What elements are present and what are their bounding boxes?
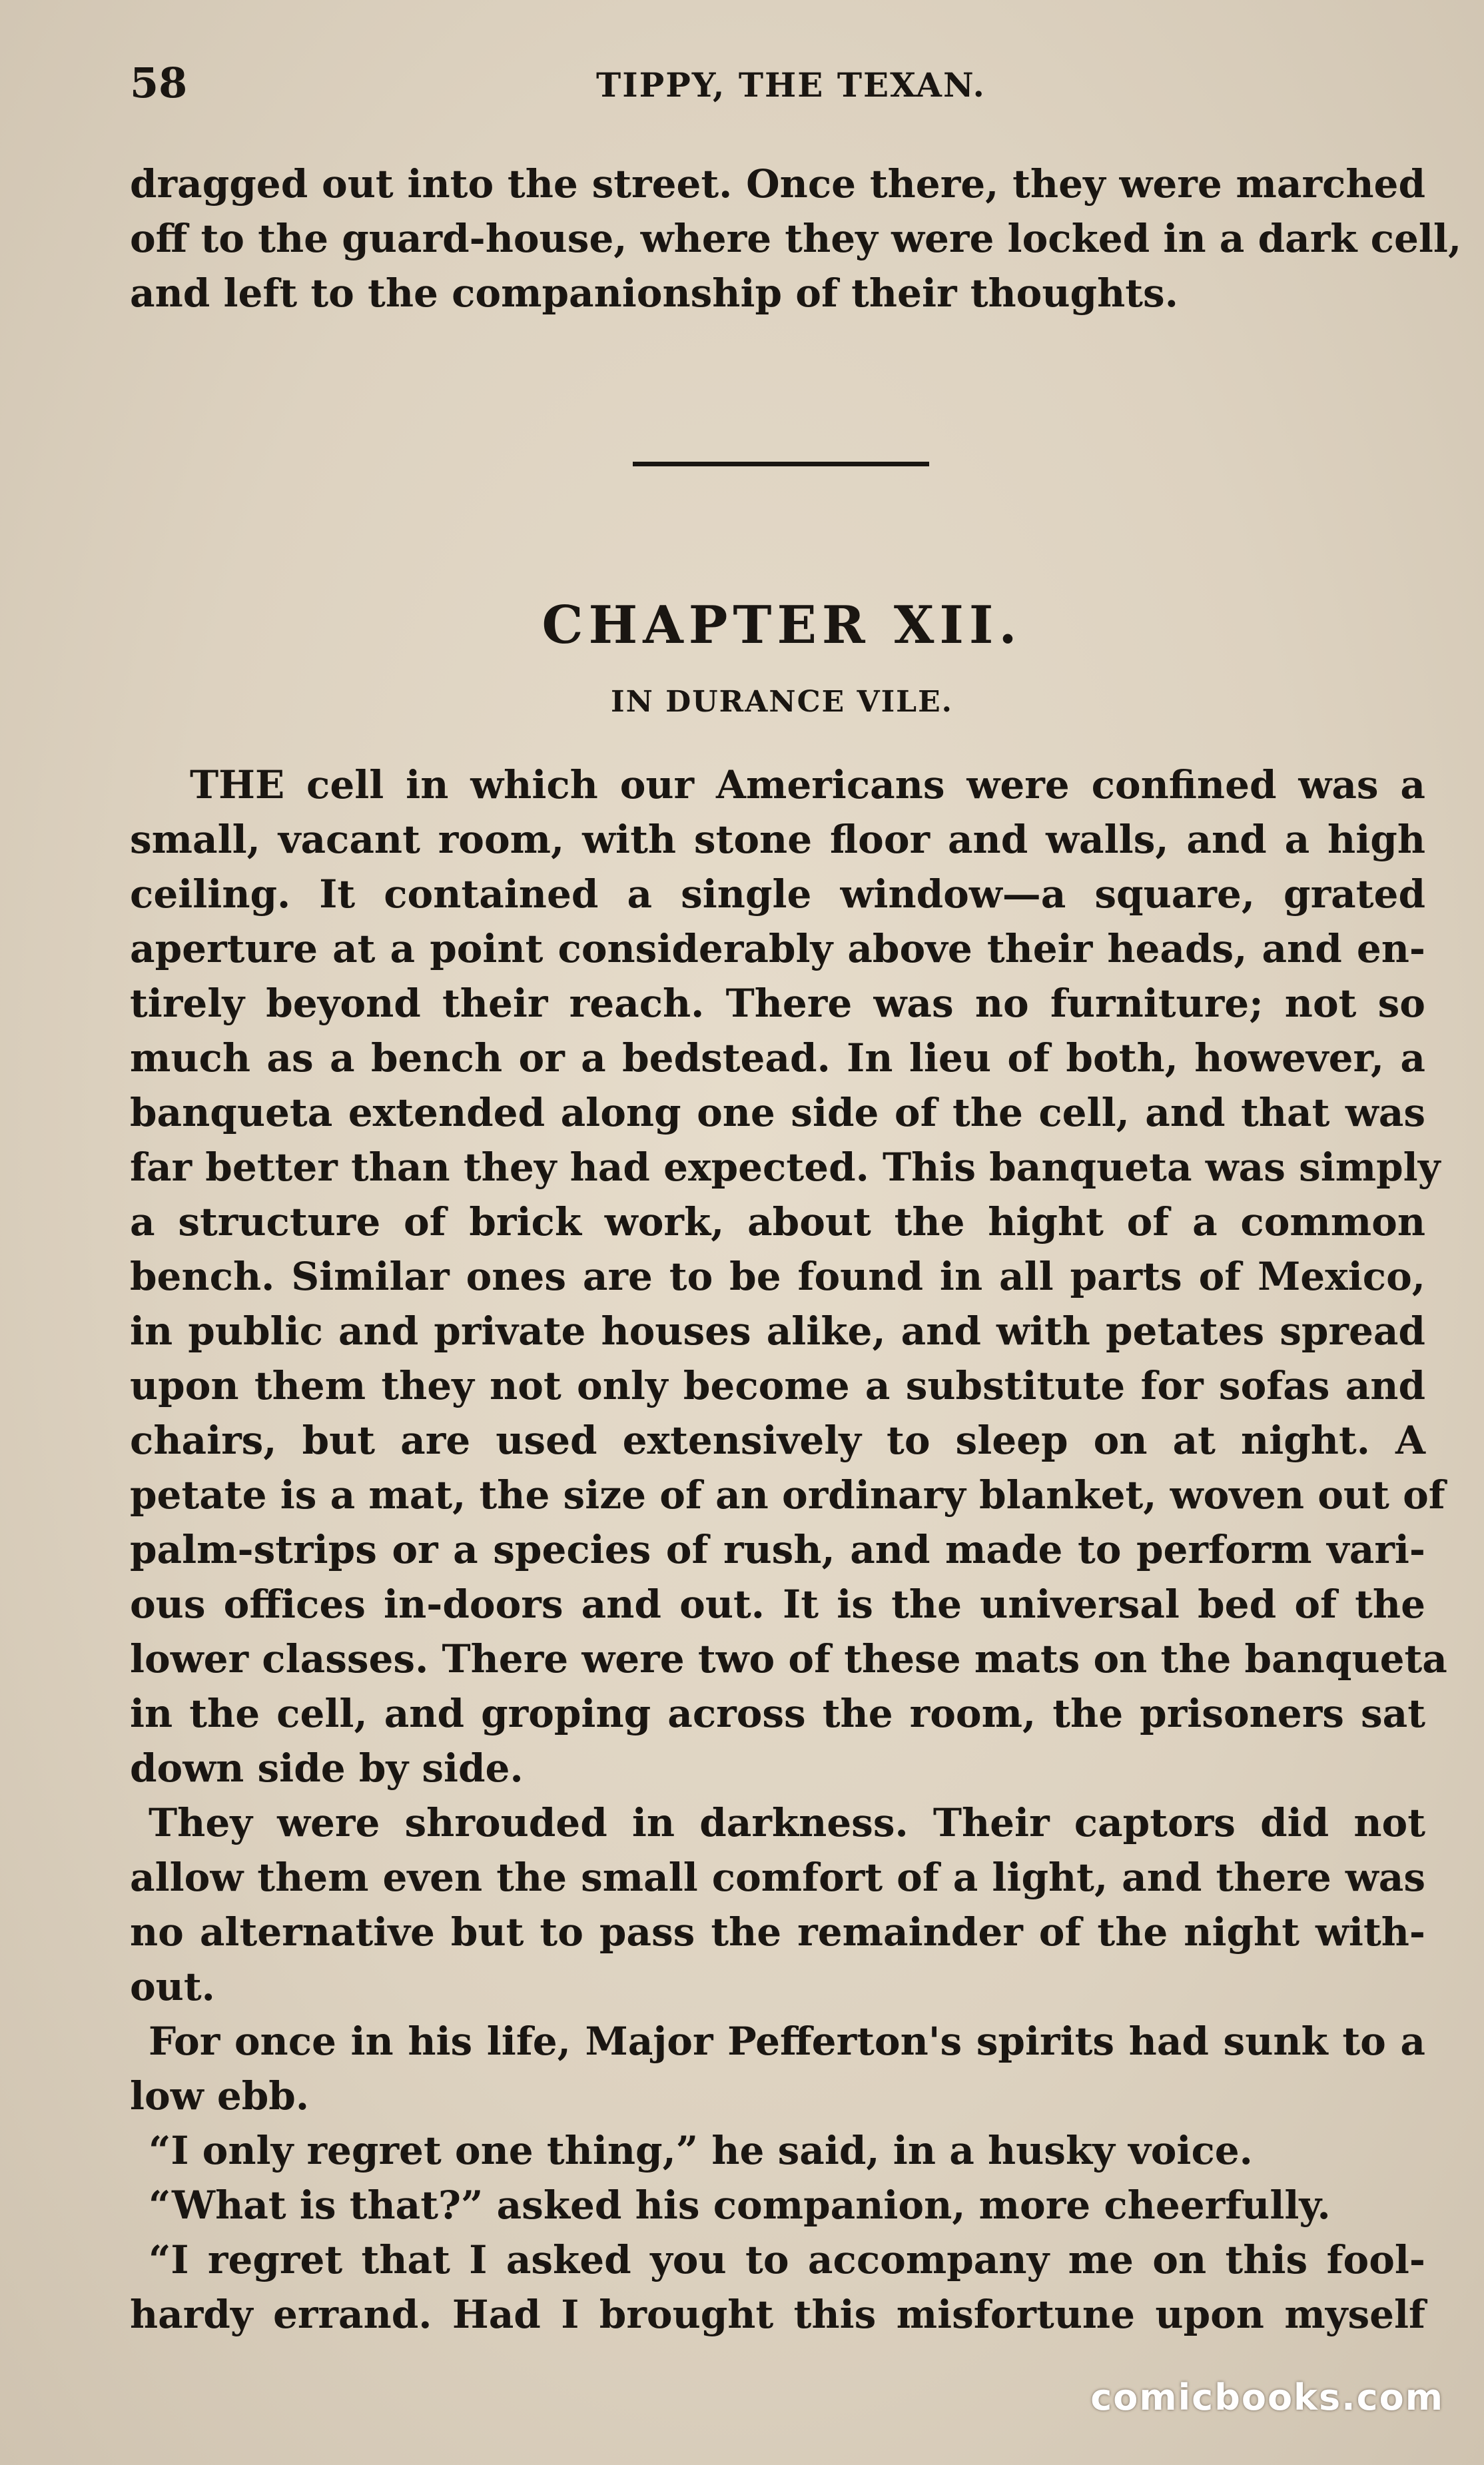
text-line: small, vacant room, with stone floor and walls, and a high bbox=[130, 817, 1425, 862]
text-line: ous offices in-doors and out. It is the universal bed of the bbox=[130, 1582, 1425, 1627]
text-line: off to the guard-house, where they were locked in a dark cell, bbox=[130, 216, 1462, 261]
text-line: out. bbox=[130, 1964, 215, 2009]
text-line: For once in his life, Major Pefferton's spirits had sunk to a bbox=[149, 2019, 1425, 2064]
text-line: banqueta extended along one side of the cell, and that was bbox=[130, 1090, 1425, 1135]
text-line: petate is a mat, the size of an ordinary blanket, woven out of bbox=[130, 1472, 1445, 1518]
text-line: and left to the companionship of their thoughts. bbox=[130, 270, 1178, 316]
text-line: far better than they had expected. This banqueta was simply bbox=[130, 1145, 1441, 1190]
text-line: chairs, but are used extensively to sleep on at night. A bbox=[130, 1418, 1425, 1463]
text-line: no alternative but to pass the remainder of the night with- bbox=[130, 1909, 1425, 1955]
text-line: bench. Similar ones are to be found in all parts of Mexico, bbox=[130, 1254, 1425, 1299]
text-line: aperture at a point considerably above their heads, and en- bbox=[130, 926, 1425, 971]
watermark: comicbooks.com bbox=[1090, 2376, 1444, 2418]
text-line: much as a bench or a bedstead. In lieu of both, however, a bbox=[130, 1035, 1425, 1081]
text-line: ceiling. It contained a single window—a square, grated bbox=[130, 871, 1425, 917]
text-line: palm-strips or a species of rush, and made to perform vari- bbox=[130, 1527, 1425, 1572]
dialogue-line: “What is that?” asked his companion, more cheerfully. bbox=[149, 2183, 1331, 2228]
text-line: They were shrouded in darkness. Their captors did not bbox=[149, 1800, 1425, 1845]
paragraph-cell-description bbox=[130, 757, 1447, 2342]
text-line: tirely beyond their reach. There was no furniture; not so bbox=[130, 981, 1425, 1026]
running-title: TIPPY, THE TEXAN. bbox=[596, 65, 986, 105]
section-divider-rule bbox=[633, 462, 929, 466]
text-line: a structure of brick work, about the hight of a common bbox=[130, 1199, 1425, 1244]
dialogue-line: hardy errand. Had I brought this misfortune upon myself bbox=[130, 2292, 1425, 2337]
top-paragraph bbox=[130, 157, 1462, 320]
page-number: 58 bbox=[130, 59, 188, 107]
text-line: in public and private houses alike, and with petates spread bbox=[130, 1308, 1425, 1354]
chapter-title: CHAPTER XII. bbox=[542, 595, 1022, 656]
running-head bbox=[130, 59, 1421, 105]
text-line: dragged out into the street. Once there, they were marched bbox=[130, 161, 1425, 207]
chapter-subtitle: IN DURANCE VILE. bbox=[611, 685, 953, 719]
text-line: low ebb. bbox=[130, 2073, 310, 2119]
text-line: lower classes. There were two of these mats on the banqueta bbox=[130, 1636, 1447, 1682]
text-line: THE cell in which our Americans were confined was a bbox=[190, 762, 1425, 807]
dialogue-line: “I regret that I asked you to accompany me on this fool- bbox=[149, 2237, 1425, 2282]
text-line: allow them even the small comfort of a light, and there was bbox=[130, 1855, 1425, 1900]
text-line: in the cell, and groping across the room, the prisoners sat bbox=[130, 1691, 1425, 1736]
text-line: down side by side. bbox=[130, 1745, 524, 1791]
dialogue-line: “I only regret one thing,” he said, in a husky voice. bbox=[149, 2128, 1253, 2173]
text-line: upon them they not only become a substitute for sofas and bbox=[130, 1363, 1425, 1408]
